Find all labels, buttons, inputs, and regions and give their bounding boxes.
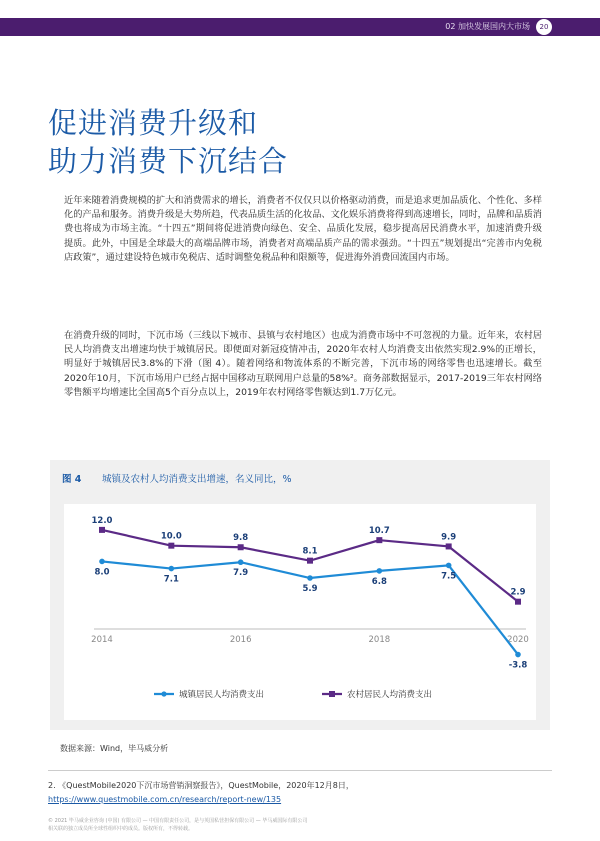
figure-source: 数据来源：Wind，毕马威分析 — [60, 744, 169, 753]
series-1-point — [377, 568, 383, 574]
data-label: 2.9 — [510, 587, 526, 598]
series-2-point — [515, 599, 521, 605]
page-title-line2: 助力消费下沉结合 — [48, 144, 289, 178]
series-1-point — [238, 559, 244, 565]
data-label: 8.1 — [302, 546, 318, 557]
copyright-line-2: 相关联的独立成员所全球性组织中的成员。版权所有，不得转载。 — [48, 826, 194, 832]
data-label: 7.9 — [233, 568, 249, 579]
page-number: 20 — [536, 19, 552, 35]
footnote-divider — [48, 770, 552, 771]
series-1-point — [169, 566, 175, 572]
x-tick-label: 2016 — [229, 635, 252, 645]
data-label: 10.0 — [160, 531, 182, 542]
chart-area — [64, 504, 536, 720]
body-paragraph-2: 在消费升级的同时，下沉市场（三线以下城市、县镇与农村地区）也成为消费市场中不可忽视的力量。近年来，农村居民人均消费支出增速均快于城镇居民。即便面对新冠疫情冲击，2020年农村人均消费支出依然实现2.9%的正增长，明显好于城镇居民3.8%的下滑（图 4）。随着网络和物流体系的不断完善，下沉市场的网络零售也迅速增长。截至2020年10月，下沉市场用户已经占据中国移动互联网用户总量的58%²。商务部数据显示，2017-2019三年农村网络零售额平均增速比全国高5个百分点以上，2019年农村网络零售额达到1.7万亿元。 — [64, 330, 542, 398]
data-label: 5.9 — [302, 584, 318, 595]
data-label: 8.0 — [94, 567, 110, 578]
x-tick-label: 2018 — [368, 635, 391, 645]
legend-label-1: 城镇居民人均消费支出 — [179, 690, 265, 700]
series-1-point — [307, 575, 313, 581]
data-label: -3.8 — [508, 660, 528, 671]
figure-4 — [50, 460, 550, 730]
data-label: 6.8 — [371, 576, 387, 587]
figure-label: 图 4 — [62, 474, 82, 485]
legend-marker-1 — [161, 691, 166, 696]
data-label: 7.1 — [163, 574, 179, 585]
footnote-text: 2. 《QuestMobile2020下沉市场营销洞察报告》，QuestMobile，2020年12月8日， — [48, 781, 354, 790]
page-title-line1: 促进消费升级和 — [48, 106, 259, 140]
copyright-line-1: © 2021 毕马威企业咨询 (中国) 有限公司 — 中国有限责任公司，是与英国私营担保有限公司 — 毕马威国际有限公司 — [48, 818, 308, 824]
legend-label-2: 农村居民人均消费支出 — [347, 690, 433, 700]
header-bar — [0, 18, 600, 36]
copyright-notice — [48, 817, 508, 833]
series-2-point — [376, 537, 382, 543]
series-2-point — [446, 543, 452, 549]
series-1-point — [515, 652, 521, 658]
figure-title: 城镇及农村人均消费支出增速，名义同比，% — [102, 474, 292, 485]
data-label: 7.5 — [441, 571, 457, 582]
series-2-point — [168, 543, 174, 549]
series-2-point — [238, 544, 244, 550]
section-title: 02 加快发展国内大市场 — [445, 22, 530, 31]
x-tick-label: 2020 — [507, 635, 529, 645]
data-label: 10.7 — [368, 526, 390, 537]
data-label: 9.8 — [233, 533, 249, 544]
figure-header — [50, 460, 550, 494]
line-chart — [64, 504, 536, 720]
series-1-point — [99, 559, 105, 565]
x-tick-label: 2014 — [91, 635, 113, 645]
body-paragraph-1: 近年来随着消费规模的扩大和消费需求的增长，消费者不仅仅只以价格驱动消费，而是追求更加品质化、个性化、多样化的产品和服务。消费升级是大势所趋，代表品质生活的化妆品、文化娱乐消费将得到高速增长，同时，品牌和品质消费也将成为市场主流。“十四五”期间将促进消费向绿色、安全、品质化发展，稳步提高居民消费水平，加速消费升级提质。此外，中国是全球最大的高端品牌市场，消费者对高端品质产品的需求强劲。“十四五”规划提出“完善市内免税店政策”，通过建设特色城市免税店、适时调整免税品种和限额等，促进海外消费回流国内市场。 — [64, 195, 542, 263]
data-label: 9.9 — [441, 532, 457, 543]
series-1-point — [446, 563, 452, 569]
page-title — [48, 104, 288, 180]
legend-marker-2 — [329, 691, 335, 697]
footnote-link[interactable]: https://www.questmobile.com.cn/research/report-new/135 — [48, 795, 282, 804]
data-label: 12.0 — [91, 515, 113, 526]
series-2-point — [99, 527, 105, 533]
series-2-point — [307, 558, 313, 564]
